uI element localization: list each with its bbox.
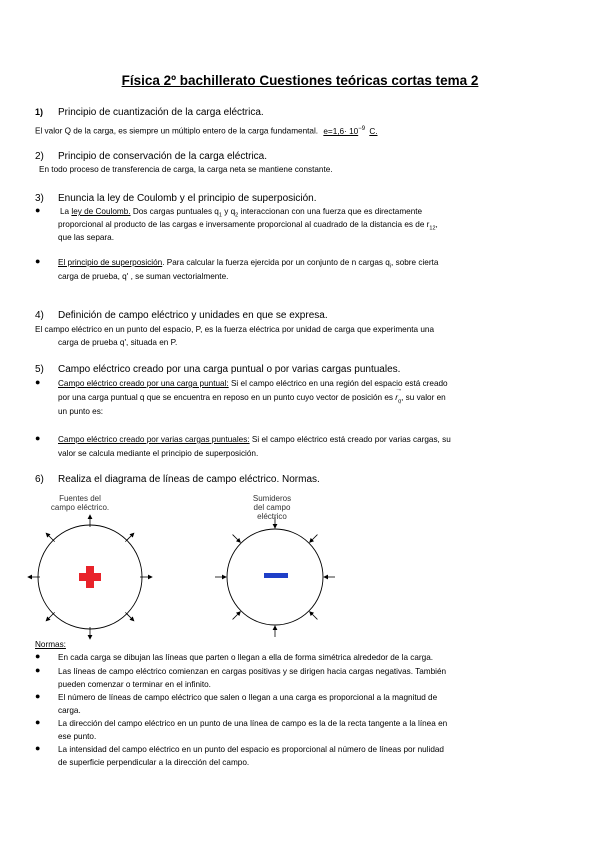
q2-number: 2) (35, 151, 44, 162)
diagram-left-label-1: Fuentes del (59, 494, 101, 503)
q5-point1-line3: un punto es: (58, 407, 104, 416)
bullet-dot-icon: ● (35, 691, 41, 701)
norma-item: En cada carga se dibujan las líneas que parten o llegan a ella de forma simétrica alrededor de la carga. (58, 653, 434, 662)
q4-body-line1: El campo eléctrico en un punto del espacio, P, es la fuerza eléctrica por unidad de carga que experimenta una (35, 325, 435, 334)
bullet-dot-icon: ● (35, 377, 41, 387)
q1-heading: Principio de cuantización de la carga eléctrica. (58, 107, 264, 118)
q3-superposition-term: El principio de superposición (58, 258, 163, 267)
q2-body: En todo proceso de transferencia de carga, la carga neta se mantiene constante. (39, 165, 333, 174)
bullet-dot-icon: ● (35, 433, 41, 443)
q5-point1-line2-text: por una carga puntual q que se encuentra en reposo en un punto cuyo vector de posición es (58, 393, 394, 402)
q3-coulomb-body-b: interaccionan con una fuerza que es directamente (240, 207, 423, 216)
q3-coulomb-term: ley de Coulomb. (71, 207, 131, 216)
q3-superposition-body-b: sobre cierta (395, 258, 439, 267)
q5-number: 5) (35, 364, 44, 375)
norma-item: La intensidad del campo eléctrico en un punto del espacio es proporcional al número de líneas por nulidad (58, 745, 444, 754)
q1-body-text: El valor Q de la carga, es siempre un múltiplo entero de la carga fundamental. (35, 126, 319, 136)
vector-r: r (395, 393, 399, 402)
q1-number: 1) (35, 107, 44, 117)
bullet-dot-icon: ● (35, 743, 41, 753)
bullet-dot-icon: ● (35, 205, 41, 215)
q3-heading: Enuncia la ley de Coulomb y el principio de superposición. (58, 193, 317, 204)
q3-superposition-line2: carga de prueba, q' , se suman vectorialmente. (58, 272, 229, 281)
q3-coulomb-line2: proporcional al producto de las cargas e inversamente proporcional al cuadrado de la distancia es de $r_{12}$, (58, 220, 438, 232)
field-line-out (125, 612, 133, 620)
field-line-in (310, 612, 318, 620)
minus-icon (264, 573, 288, 578)
bullet-dot-icon: ● (35, 256, 41, 266)
field-line-out (125, 533, 133, 541)
field-line-in (310, 535, 318, 543)
vector-arrow-icon: → (395, 386, 403, 393)
diagram-left-label-2: campo eléctrico. (50, 503, 110, 512)
q4-body-line2: carga de prueba q', situada en P. (58, 338, 178, 347)
bullet-dot-icon: ● (35, 665, 41, 675)
field-line-out (46, 533, 54, 541)
norma-item-cont: pueden comenzar o terminar en el infinito. (58, 680, 211, 689)
normas-heading: Normas: (35, 640, 66, 649)
q5-heading: Campo eléctrico creado por una carga puntual o por varias cargas puntuales. (58, 364, 401, 375)
q3-number: 3) (35, 193, 44, 204)
plus-icon (79, 566, 101, 588)
q1-unit: C. (369, 126, 378, 136)
norma-item: Las líneas de campo eléctrico comienzan en cargas positivas y se dirigen hacia cargas negativas. También (58, 667, 447, 676)
norma-item: El número de líneas de campo eléctrico que salen o llegan a una carga es proporcional a la magnitud de (58, 693, 438, 702)
norma-item-cont: ese punto. (58, 732, 97, 741)
norma-item-cont: de superficie perpendicular a la dirección del campo. (58, 758, 250, 767)
field-line-out (46, 612, 54, 620)
q3-coulomb-line3: que las separa. (58, 233, 114, 242)
vector-r-sub: q (398, 398, 402, 405)
q3-superposition-body-a: . Para calcular la fuerza ejercida por un conjunto de n cargas q (162, 258, 390, 267)
page-title: Física 2º bachillerato Cuestiones teóricas cortas tema 2 (121, 73, 479, 88)
bullet-dot-icon: ● (35, 717, 41, 727)
q5-point2-term: Campo eléctrico creado por varias cargas puntuales: (58, 435, 250, 444)
q6-heading: Realiza el diagrama de líneas de campo eléctrico. Normas. (58, 474, 320, 485)
field-line-in (233, 612, 241, 620)
q4-heading: Definición de campo eléctrico y unidades en que se expresa. (58, 310, 328, 321)
diagram-right-label-1: Sumideros (252, 494, 292, 503)
q3-sub12: 12 (429, 225, 436, 232)
q6-number: 6) (35, 474, 44, 485)
q5-point2-line2: valor se calcula mediante el principio de superposición. (58, 449, 259, 458)
q1-elementary-charge: e=1,6· 10 (323, 126, 359, 136)
q3-superposition-line1: El principio de superposición. Para calcular la fuerza ejercida por un conjunto de n cargas $q_i$, sobre cierta (58, 258, 439, 270)
q5-point1-line2-end: , su valor en (401, 393, 446, 402)
bullet-dot-icon: ● (35, 651, 41, 661)
q5-point1-body: Si el campo eléctrico en una región del espacio está creado (230, 379, 448, 388)
q5-point2-body: Si el campo eléctrico está creado por varias cargas, su (251, 435, 451, 444)
field-line-in (233, 535, 241, 543)
q3-sub-i: i (389, 263, 392, 270)
q5-point1-term: Campo eléctrico creado por una carga puntual: (58, 379, 229, 388)
q3-y: y q (224, 207, 236, 216)
norma-item-cont: carga. (58, 706, 81, 715)
q3-sub1: 1 (218, 212, 222, 219)
q3-coulomb-pre: La (60, 207, 70, 216)
q3-coulomb-line2-text: proporcional al producto de las cargas e inversamente proporcional al cuadrado de la distancia es de r (58, 220, 430, 229)
q4-number: 4) (35, 310, 44, 321)
q1-exponent: −9 (358, 126, 366, 132)
diagram-right-label-3: eléctrico (257, 512, 287, 521)
q3-coulomb-body-a: Dos cargas puntuales q (132, 207, 219, 216)
norma-item: La dirección del campo eléctrico en un punto de una línea de campo es la de la recta tangente a la línea en (58, 719, 448, 728)
diagram-right-label-2: del campo (253, 503, 291, 512)
q3-sub2: 2 (235, 212, 239, 219)
q2-heading: Principio de conservación de la carga eléctrica. (58, 151, 267, 162)
